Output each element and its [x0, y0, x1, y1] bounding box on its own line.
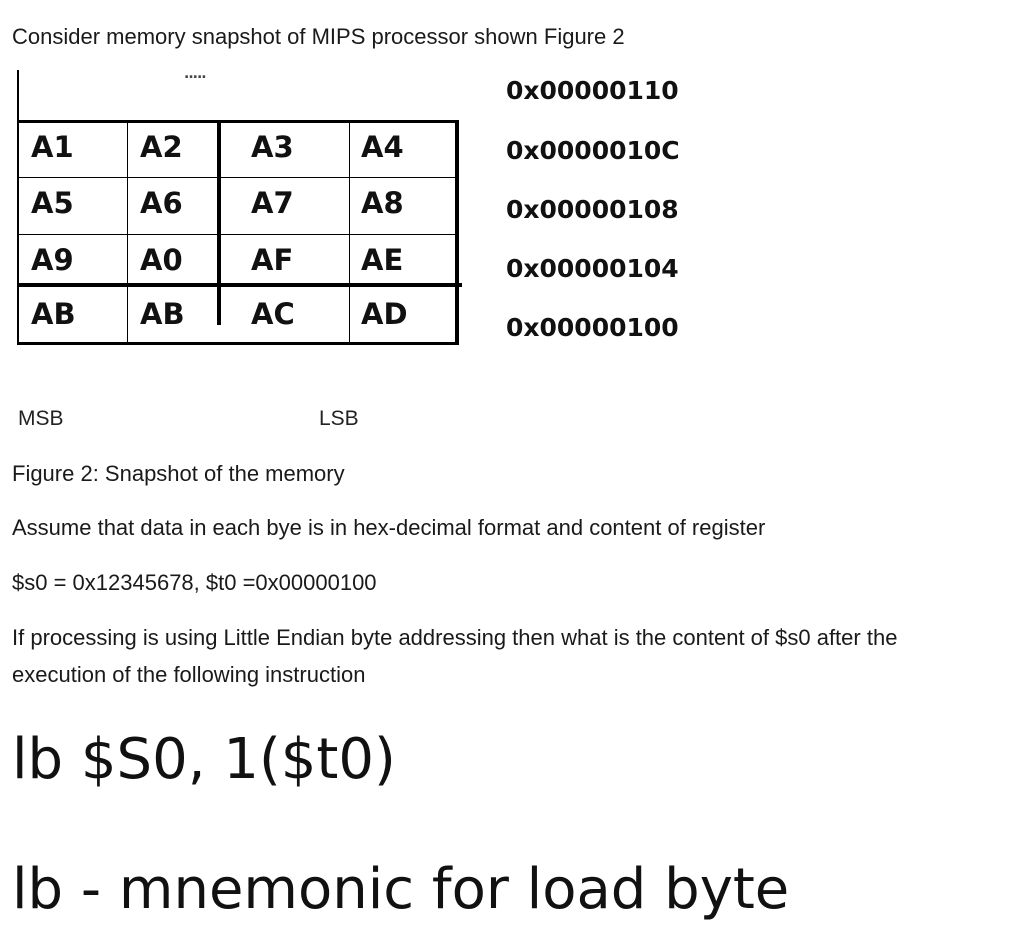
- register-values: $s0 = 0x12345678, $t0 =0x00000100: [12, 570, 377, 595]
- grid-line: [349, 120, 350, 345]
- memory-byte-cell: A2: [140, 130, 183, 164]
- intro-text: Consider memory snapshot of MIPS processor shown Figure 2: [12, 24, 625, 49]
- memory-byte-cell: A6: [140, 186, 183, 220]
- mnemonic-text: lb - mnemonic for load byte: [12, 857, 790, 922]
- grid-line: [17, 177, 457, 178]
- memory-byte-cell: A1: [31, 130, 74, 164]
- figure-caption: Figure 2: Snapshot of the memory: [12, 461, 345, 486]
- grid-line: [17, 342, 459, 345]
- instruction-text: lb $S0, 1($t0): [12, 727, 396, 792]
- memory-byte-cell: AC: [251, 297, 295, 331]
- memory-byte-cell: A8: [361, 186, 404, 220]
- memory-byte-cell: A4: [361, 130, 404, 164]
- memory-byte-cell: AB: [140, 297, 185, 331]
- memory-address: 0x00000104: [506, 254, 679, 283]
- grid-line: [455, 120, 459, 345]
- grid-line: [217, 120, 221, 325]
- grid-line: [17, 234, 457, 235]
- msb-label: MSB: [18, 407, 64, 430]
- question-line-1: If processing is using Little Endian byte addressing then what is the content of $s0 after the: [12, 625, 898, 650]
- memory-address: 0x0000010C: [506, 136, 680, 165]
- memory-byte-cell: A3: [251, 130, 294, 164]
- memory-byte-cell: A0: [140, 243, 183, 277]
- grid-line: [127, 120, 128, 345]
- lsb-label: LSB: [319, 407, 359, 430]
- memory-address: 0x00000110: [506, 76, 679, 105]
- grid-line: [17, 70, 19, 345]
- memory-byte-cell: AB: [31, 297, 76, 331]
- ellipsis-marker: .....: [184, 66, 206, 82]
- memory-address: 0x00000108: [506, 195, 679, 224]
- memory-byte-cell: AE: [361, 243, 404, 277]
- grid-line: [17, 283, 462, 287]
- memory-address: 0x00000100: [506, 313, 679, 342]
- memory-byte-cell: AF: [251, 243, 294, 277]
- grid-line: [17, 120, 457, 123]
- memory-byte-cell: AD: [361, 297, 408, 331]
- assumption-text: Assume that data in each bye is in hex-decimal format and content of register: [12, 515, 766, 540]
- question-line-2: execution of the following instruction: [12, 662, 366, 687]
- memory-byte-cell: A5: [31, 186, 74, 220]
- memory-byte-cell: A9: [31, 243, 74, 277]
- memory-byte-cell: A7: [251, 186, 294, 220]
